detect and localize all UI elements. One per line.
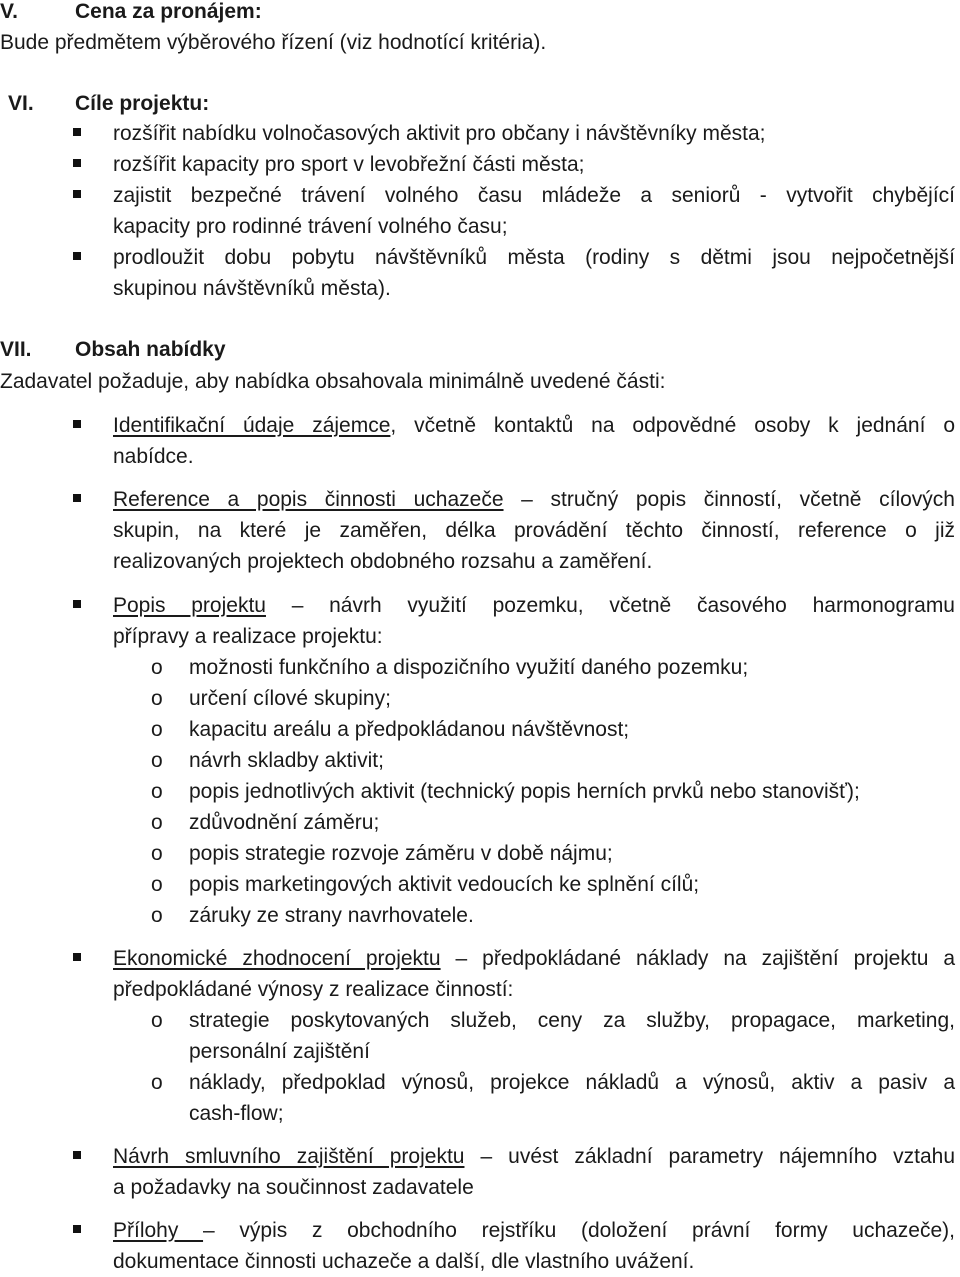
bullet-icon <box>73 600 81 608</box>
sub-list-item: záruky ze strany navrhovatele. <box>189 904 474 927</box>
item-heading: Ekonomické zhodnocení projektu <box>113 947 441 970</box>
bullet-icon <box>73 953 81 961</box>
list-item <box>113 1141 955 1172</box>
item-heading: Popis projektu <box>113 594 266 617</box>
item-text: – uvést základní parametry nájemního vztahu <box>464 1145 955 1168</box>
section-number: V. <box>0 0 18 23</box>
section-number: VII. <box>0 338 32 361</box>
list-item: prodloužit dobu pobytu návštěvníků města (rodiny s dětmi jsou nejpočetnější <box>113 246 955 269</box>
section-v-text: Bude předmětem výběrového řízení (viz hodnotící kritéria). <box>0 31 547 54</box>
sub-bullet-icon: o <box>151 687 163 710</box>
sub-bullet-icon: o <box>151 842 163 865</box>
list-item-continuation: dokumentace činnosti uchazeče a další, dle vlastního uvážení. <box>113 1250 695 1273</box>
sub-list-item-continuation: cash-flow; <box>189 1102 284 1125</box>
section-vii-heading <box>0 334 960 365</box>
sub-list-item: popis strategie rozvoje záměru v době nájmu; <box>189 842 613 865</box>
section-vi-heading <box>0 88 960 119</box>
sub-bullet-icon: o <box>151 749 163 772</box>
list-item-continuation: kapacity pro rodinné trávení volného času; <box>113 215 508 238</box>
bullet-icon <box>73 420 81 428</box>
sub-bullet-icon: o <box>151 1071 163 1094</box>
sub-list-item: kapacitu areálu a předpokládanou návštěvnost; <box>189 718 630 741</box>
bullet-icon <box>73 128 81 136</box>
section-vii-intro: Zadavatel požaduje, aby nabídka obsahovala minimálně uvedené části: <box>0 370 666 393</box>
bullet-icon <box>73 1151 81 1159</box>
list-item-continuation: realizovaných projektech obdobného rozsahu a zaměření. <box>113 550 653 573</box>
sub-list-item: náklady, předpoklad výnosů, projekce nákladů a výnosů, aktiv a pasiv a <box>189 1071 955 1094</box>
sub-bullet-icon: o <box>151 904 163 927</box>
sub-bullet-icon: o <box>151 656 163 679</box>
sub-list-item: popis marketingových aktivit vedoucích ke splnění cílů; <box>189 873 700 896</box>
item-text: – návrh využití pozemku, včetně časového harmonogramu <box>265 594 955 617</box>
list-item-continuation: nabídce. <box>113 445 194 468</box>
list-item-continuation: přípravy a realizace projektu: <box>113 625 383 648</box>
item-heading: Přílohy <box>113 1219 204 1242</box>
sub-list-item: strategie poskytovaných služeb, ceny za služby, propagace, marketing, <box>189 1009 955 1032</box>
item-text: , včetně kontaktů na odpovědné osoby k jednání o <box>390 414 955 437</box>
item-heading: Identifikační údaje zájemce <box>113 414 391 437</box>
section-number: VI. <box>8 92 34 115</box>
section-title: Cíle projektu: <box>75 92 210 115</box>
list-item-continuation: a požadavky na součinnost zadavatele <box>113 1176 474 1199</box>
list-item: rozšířit kapacity pro sport v levobřežní části města; <box>113 153 585 176</box>
list-item <box>113 1215 955 1246</box>
sub-list-item: možnosti funkčního a dispozičního využití daného pozemku; <box>189 656 749 679</box>
sub-bullet-icon: o <box>151 811 163 834</box>
list-item <box>113 943 955 974</box>
sub-list-item: zdůvodnění záměru; <box>189 811 380 834</box>
list-item: zajistit bezpečné trávení volného času mládeže a seniorů - vytvořit chybějící <box>113 184 955 207</box>
sub-bullet-icon: o <box>151 718 163 741</box>
sub-bullet-icon: o <box>151 780 163 803</box>
sub-list-item-continuation: personální zajištění <box>189 1040 370 1063</box>
bullet-icon <box>73 252 81 260</box>
list-item <box>113 590 955 621</box>
bullet-icon <box>73 159 81 167</box>
list-item: rozšířit nabídku volnočasových aktivit pro občany i návštěvníky města; <box>113 122 766 145</box>
list-item-continuation: skupin, na které je zaměřen, délka provádění těchto činností, reference o již <box>113 519 955 542</box>
sub-bullet-icon: o <box>151 873 163 896</box>
item-heading: Reference a popis činnosti uchazeče <box>113 488 504 511</box>
list-item <box>113 410 955 441</box>
list-item <box>113 484 955 515</box>
section-title: Obsah nabídky <box>75 338 226 361</box>
list-item-continuation: předpokládané výnosy z realizace činností: <box>113 978 514 1001</box>
bullet-icon <box>73 1225 81 1233</box>
list-item-continuation: skupinou návštěvníků města). <box>113 277 391 300</box>
item-text: – předpokládané náklady na zajištění projektu a <box>440 947 955 970</box>
sub-list-item: popis jednotlivých aktivit (technický popis herních prvků nebo stanovišť); <box>189 780 860 803</box>
section-v-heading <box>0 0 960 27</box>
item-text: – výpis z obchodního rejstříku (doložení právní formy uchazeče), <box>203 1219 955 1242</box>
item-heading: Návrh smluvního zajištění projektu <box>113 1145 465 1168</box>
item-text: – stručný popis činností, včetně cílových <box>503 488 955 511</box>
bullet-icon <box>73 190 81 198</box>
bullet-icon <box>73 494 81 502</box>
sub-bullet-icon: o <box>151 1009 163 1032</box>
sub-list-item: určení cílové skupiny; <box>189 687 391 710</box>
section-title: Cena za pronájem: <box>75 0 262 23</box>
sub-list-item: návrh skladby aktivit; <box>189 749 384 772</box>
